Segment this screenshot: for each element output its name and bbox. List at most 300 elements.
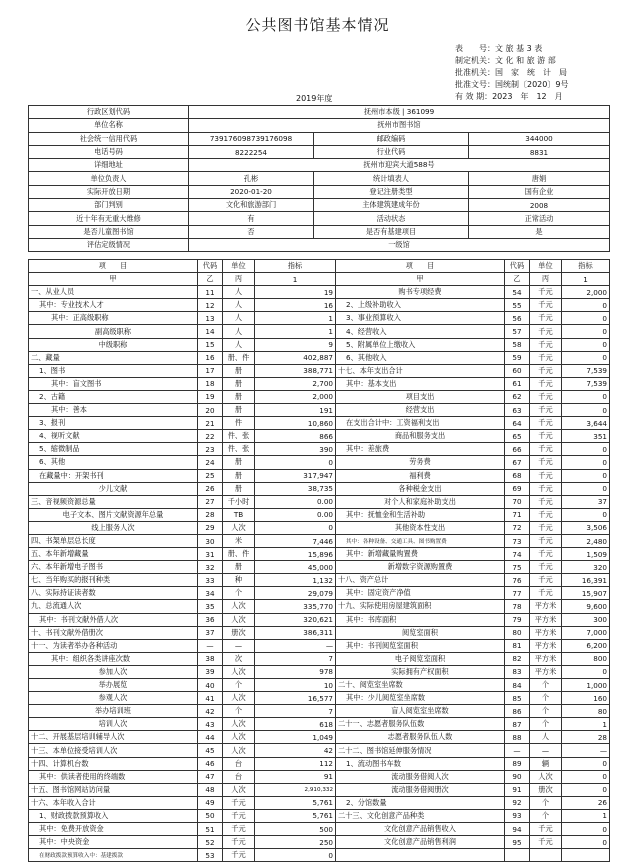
item-value: 320,621 [255, 613, 336, 626]
item-value: 386,311 [255, 626, 336, 639]
item-value: 2,910,332 [255, 783, 336, 796]
item-code: 65 [505, 430, 530, 443]
item-unit: 千元 [530, 325, 562, 338]
item-value: 0 [562, 299, 610, 312]
item-unit [530, 849, 562, 862]
item-code: 34 [198, 587, 223, 600]
item-code: 42 [198, 705, 223, 718]
item-value: 9 [255, 338, 336, 351]
header-cell: 代码 [198, 260, 223, 273]
item-value: 10,860 [255, 417, 336, 430]
info-label: 电话号码 [29, 145, 189, 158]
info-row [29, 185, 610, 198]
item-code: 73 [505, 534, 530, 547]
item-value: 0 [562, 823, 610, 836]
item-value: 9,600 [562, 600, 610, 613]
info-label: 统计填表人 [314, 172, 469, 185]
header-cell: 1 [562, 273, 610, 286]
item-value: 0 [562, 325, 610, 338]
item-value: 0 [562, 757, 610, 770]
table-row [29, 574, 610, 587]
header-cell: 代码 [505, 260, 530, 273]
item-value: 317,947 [255, 469, 336, 482]
item-name: 九、总流通人次 [29, 600, 198, 613]
item-value: 37 [562, 495, 610, 508]
table-row [29, 456, 610, 469]
item-unit: 千元 [530, 338, 562, 351]
item-name: 二、藏量 [29, 351, 198, 364]
table-row [29, 744, 610, 757]
table-row [29, 377, 610, 390]
table-row [29, 823, 610, 836]
item-unit: 平方米 [530, 665, 562, 678]
header-cell: 丙 [530, 273, 562, 286]
item-name: 电子阅览室面积 [336, 652, 505, 665]
item-code: 68 [505, 469, 530, 482]
item-value: 0 [562, 783, 610, 796]
item-name: 文化创意产品销售收入 [336, 823, 505, 836]
info-row [29, 212, 610, 225]
item-unit: 千元 [530, 390, 562, 403]
item-code: 32 [198, 561, 223, 574]
item-unit: 米 [223, 534, 255, 547]
table-row [29, 731, 610, 744]
item-code: — [505, 744, 530, 757]
form-meta-4: 有 效 期：2023 年 12 月 [455, 92, 563, 101]
info-row [29, 159, 610, 172]
table-header-row [29, 273, 610, 286]
item-value: 0 [255, 849, 336, 862]
item-name: 5、缩微制品 [29, 443, 198, 456]
item-unit: 千元 [530, 312, 562, 325]
item-unit: 千元 [530, 548, 562, 561]
header-cell: 指标 [255, 260, 336, 273]
item-unit: 册 [223, 561, 255, 574]
item-code: 49 [198, 796, 223, 809]
item-name: 十四、计算机台数 [29, 757, 198, 770]
item-name: 十、书刊文献外借册次 [29, 626, 198, 639]
item-name: 二十一、志愿者服务队伍数 [336, 718, 505, 731]
info-value: 否 [189, 225, 314, 238]
item-name: 6、其他 [29, 456, 198, 469]
item-code: 25 [198, 469, 223, 482]
item-value: 2,700 [255, 377, 336, 390]
item-value: 45,000 [255, 561, 336, 574]
table-row [29, 508, 610, 521]
item-unit: 件、张 [223, 443, 255, 456]
item-name: 1、财政拨款预算收入 [29, 809, 198, 822]
item-value: 1,000 [562, 679, 610, 692]
item-code: 30 [198, 534, 223, 547]
item-name: 阅览室面积 [336, 626, 505, 639]
item-unit: 人 [223, 312, 255, 325]
item-name: 二十二、图书馆延伸服务情况 [336, 744, 505, 757]
item-value: 7,539 [562, 377, 610, 390]
item-unit: 册 [223, 364, 255, 377]
item-value: 7,000 [562, 626, 610, 639]
info-value: 有 [189, 212, 314, 225]
item-value: 300 [562, 613, 610, 626]
item-unit: 人 [223, 338, 255, 351]
item-code: 20 [198, 404, 223, 417]
item-value: 7 [255, 652, 336, 665]
info-label: 实际开放日期 [29, 185, 189, 198]
item-value: 3,506 [562, 521, 610, 534]
item-code: 43 [198, 718, 223, 731]
item-value: 19 [255, 286, 336, 299]
table-row [29, 849, 610, 862]
item-unit: 个 [223, 679, 255, 692]
table-row [29, 587, 610, 600]
item-unit: 个 [223, 705, 255, 718]
table-row [29, 430, 610, 443]
item-name: 1、图书 [29, 364, 198, 377]
item-unit: 平方米 [530, 652, 562, 665]
item-name: 一、从业人员 [29, 286, 198, 299]
item-code: 82 [505, 652, 530, 665]
item-unit: 人次 [223, 731, 255, 744]
item-unit: 千元 [530, 351, 562, 364]
info-value: 8831 [469, 145, 610, 158]
item-name: 中级职称 [29, 338, 198, 351]
item-value: 112 [255, 757, 336, 770]
item-code: 41 [198, 692, 223, 705]
item-unit: 千元 [530, 495, 562, 508]
item-name: 其中：中央资金 [29, 836, 198, 849]
item-name: 其中：少儿阅览室坐席数 [336, 692, 505, 705]
item-value: 7,446 [255, 534, 336, 547]
item-code: 69 [505, 482, 530, 495]
item-value: 0 [562, 770, 610, 783]
info-label: 行业代码 [314, 145, 469, 158]
item-code: 21 [198, 417, 223, 430]
table-row [29, 796, 610, 809]
item-name: 其中：基本支出 [336, 377, 505, 390]
item-unit: 册 [223, 377, 255, 390]
item-value: 0 [562, 456, 610, 469]
item-code: 51 [198, 823, 223, 836]
table-row [29, 390, 610, 403]
item-code: 47 [198, 770, 223, 783]
item-name: 其中：组织各类讲座次数 [29, 652, 198, 665]
header-cell: 1 [255, 273, 336, 286]
item-code: 80 [505, 626, 530, 639]
item-code: 15 [198, 338, 223, 351]
item-unit: 千元 [223, 796, 255, 809]
item-unit: 台 [223, 770, 255, 783]
item-code: 57 [505, 325, 530, 338]
header-cell: 项 目 [29, 260, 198, 273]
item-code: 87 [505, 718, 530, 731]
info-row [29, 106, 610, 119]
item-value: 5,761 [255, 809, 336, 822]
item-unit: 千元 [530, 404, 562, 417]
item-value: 0 [562, 482, 610, 495]
item-name: 4、视听文献 [29, 430, 198, 443]
info-row [29, 238, 610, 251]
header-cell: 指标 [562, 260, 610, 273]
form-meta-2: 批准机关：国 家 统 计 局 [455, 68, 567, 77]
table-row [29, 679, 610, 692]
indicator-table [28, 259, 610, 862]
item-code: 37 [198, 626, 223, 639]
info-label: 单位名称 [29, 119, 189, 132]
item-code: 22 [198, 430, 223, 443]
item-name: 参观人次 [29, 692, 198, 705]
item-unit: 册、件 [223, 548, 255, 561]
item-name: 电子文本、图片文献资源年总量 [29, 508, 198, 521]
item-name: 举办培训班 [29, 705, 198, 718]
item-unit: 人次 [223, 600, 255, 613]
item-unit: 个 [530, 796, 562, 809]
item-code: 70 [505, 495, 530, 508]
item-code: 64 [505, 417, 530, 430]
item-value: 3,644 [562, 417, 610, 430]
item-code: 59 [505, 351, 530, 364]
item-code: 76 [505, 574, 530, 587]
item-code: 52 [198, 836, 223, 849]
item-value: 0 [562, 443, 610, 456]
item-value: 0 [562, 312, 610, 325]
item-value: 15,896 [255, 548, 336, 561]
item-unit: 人次 [223, 692, 255, 705]
item-name: 其中：盲文图书 [29, 377, 198, 390]
item-code: 62 [505, 390, 530, 403]
item-code: 71 [505, 508, 530, 521]
item-name: 二十三、文化创意产品种类 [336, 809, 505, 822]
item-name: 2、分馆数量 [336, 796, 505, 809]
item-value: — [562, 744, 610, 757]
item-unit: 件 [223, 417, 255, 430]
header-cell: 乙 [198, 273, 223, 286]
item-unit: 册 [223, 390, 255, 403]
item-code: 61 [505, 377, 530, 390]
item-code: 45 [198, 744, 223, 757]
item-name: 其中：免费开放资金 [29, 823, 198, 836]
item-value: 0 [255, 456, 336, 469]
table-header-row [29, 260, 610, 273]
item-name: 五、本年新增藏量 [29, 548, 198, 561]
item-code: 72 [505, 521, 530, 534]
item-name: 4、经营收入 [336, 325, 505, 338]
info-value: 是 [469, 225, 610, 238]
item-name: 新增数字资源购置费 [336, 561, 505, 574]
item-unit: 册 [223, 482, 255, 495]
info-label: 邮政编码 [314, 132, 469, 145]
item-unit: 千元 [530, 587, 562, 600]
item-name: 其中：新增藏量购置费 [336, 548, 505, 561]
info-row [29, 132, 610, 145]
info-value: 739176098739176098 [189, 132, 314, 145]
item-code: 63 [505, 404, 530, 417]
header-cell: 项 目 [336, 260, 505, 273]
table-row [29, 286, 610, 299]
item-code: 28 [198, 508, 223, 521]
item-code: 31 [198, 548, 223, 561]
header-cell: 乙 [505, 273, 530, 286]
item-name: 副高级职称 [29, 325, 198, 338]
info-row [29, 145, 610, 158]
item-code: 94 [505, 823, 530, 836]
item-value: 160 [562, 692, 610, 705]
table-row [29, 364, 610, 377]
item-code: 90 [505, 770, 530, 783]
item-code: 13 [198, 312, 223, 325]
item-name: 十九、实际使用房屋建筑面积 [336, 600, 505, 613]
info-label: 是否有基建项目 [314, 225, 469, 238]
item-value: 1,049 [255, 731, 336, 744]
item-unit: 辆 [530, 757, 562, 770]
item-name: 二十、阅览室坐席数 [336, 679, 505, 692]
item-name: 其中：书刊文献外借人次 [29, 613, 198, 626]
item-value: 1 [255, 312, 336, 325]
item-unit: 千元 [223, 823, 255, 836]
item-unit: 千元 [530, 508, 562, 521]
item-unit: 个 [530, 679, 562, 692]
item-value: 0 [562, 351, 610, 364]
item-name: 劳务费 [336, 456, 505, 469]
item-code: 89 [505, 757, 530, 770]
item-name: 在支出合计中：工资福利支出 [336, 417, 505, 430]
item-name: 线上服务人次 [29, 521, 198, 534]
item-code: 27 [198, 495, 223, 508]
item-code [505, 849, 530, 862]
item-name: 商品和服务支出 [336, 430, 505, 443]
item-unit: 千元 [530, 836, 562, 849]
item-code: 91 [505, 783, 530, 796]
item-name: 三、音视频资源总量 [29, 495, 198, 508]
item-name: 各种税金支出 [336, 482, 505, 495]
info-label: 部门判别 [29, 199, 189, 212]
info-value: 孔彬 [189, 172, 314, 185]
item-unit: 平方米 [530, 613, 562, 626]
item-value: 16 [255, 299, 336, 312]
item-unit: TB [223, 508, 255, 521]
item-code: 67 [505, 456, 530, 469]
item-value: 800 [562, 652, 610, 665]
item-unit: — [530, 744, 562, 757]
item-name: 十八、资产总计 [336, 574, 505, 587]
item-unit: 台 [223, 757, 255, 770]
item-value: 0 [255, 521, 336, 534]
item-code: 75 [505, 561, 530, 574]
table-row [29, 338, 610, 351]
item-unit: 人 [223, 299, 255, 312]
item-unit: 册 [223, 456, 255, 469]
form-meta-0: 表 号：文 旅 基 3 表 [455, 44, 543, 53]
form-title: 公共图书馆基本情况 [245, 16, 390, 34]
item-unit: 千元 [530, 377, 562, 390]
header-cell: 单位 [530, 260, 562, 273]
item-code: 48 [198, 783, 223, 796]
item-unit: 平方米 [530, 639, 562, 652]
table-row [29, 312, 610, 325]
item-value: 0 [562, 390, 610, 403]
table-row [29, 770, 610, 783]
item-code: 58 [505, 338, 530, 351]
item-code: 86 [505, 705, 530, 718]
item-name: 其中：差旅费 [336, 443, 505, 456]
table-row [29, 692, 610, 705]
item-code: 46 [198, 757, 223, 770]
item-value: 335,770 [255, 600, 336, 613]
table-row [29, 417, 610, 430]
info-label: 是否儿童图书馆 [29, 225, 189, 238]
info-label: 评估定级情况 [29, 238, 189, 251]
item-code: 54 [505, 286, 530, 299]
info-value: 国有企业 [469, 185, 610, 198]
table-row [29, 469, 610, 482]
item-unit: 个 [223, 587, 255, 600]
item-name: 十三、本单位接受培训人次 [29, 744, 198, 757]
info-value: 2020-01-20 [189, 185, 314, 198]
header-cell: 丙 [223, 273, 255, 286]
info-row [29, 225, 610, 238]
item-value: 80 [562, 705, 610, 718]
item-value: 15,907 [562, 587, 610, 600]
item-name: 流动服务借阅册次 [336, 783, 505, 796]
item-value: 7 [255, 705, 336, 718]
item-code: 84 [505, 679, 530, 692]
table-row [29, 783, 610, 796]
item-code: 88 [505, 731, 530, 744]
item-name: 其中：供读者使用的终端数 [29, 770, 198, 783]
item-value: 500 [255, 823, 336, 836]
table-row [29, 665, 610, 678]
item-code: 39 [198, 665, 223, 678]
item-value: 5,761 [255, 796, 336, 809]
info-value: 2008 [469, 199, 610, 212]
item-name: 参加人次 [29, 665, 198, 678]
item-value: 402,887 [255, 351, 336, 364]
item-unit: 人次 [223, 521, 255, 534]
info-value: 唐娟 [469, 172, 610, 185]
table-row [29, 299, 610, 312]
form-meta-3: 批准文号：国统制〔2020〕9号 [455, 80, 569, 89]
item-unit: 次 [223, 652, 255, 665]
item-name: 其中：书刊阅览室面积 [336, 639, 505, 652]
item-value: 1 [562, 718, 610, 731]
item-value: 1,509 [562, 548, 610, 561]
item-unit: 千元 [530, 364, 562, 377]
table-row [29, 351, 610, 364]
item-code: 23 [198, 443, 223, 456]
item-code: 36 [198, 613, 223, 626]
item-unit: 册、件 [223, 351, 255, 364]
item-code: — [198, 639, 223, 652]
item-name: 3、事业预算收入 [336, 312, 505, 325]
item-name: 志愿者服务队伍人数 [336, 731, 505, 744]
item-code: 95 [505, 836, 530, 849]
header-cell: 甲 [29, 273, 198, 286]
item-code: 74 [505, 548, 530, 561]
item-unit: — [223, 639, 255, 652]
item-code: 66 [505, 443, 530, 456]
item-code: 19 [198, 390, 223, 403]
item-value: 0.00 [255, 495, 336, 508]
item-code: 16 [198, 351, 223, 364]
item-unit: 平方米 [530, 626, 562, 639]
item-name: 1、流动图书车数 [336, 757, 505, 770]
info-value: 文化和旅游部门 [189, 199, 314, 212]
item-name: 其中：固定资产净值 [336, 587, 505, 600]
item-unit: 种 [223, 574, 255, 587]
item-unit: 千元 [530, 299, 562, 312]
info-value: 正常活动 [469, 212, 610, 225]
item-name: 其中：书库面积 [336, 613, 505, 626]
item-name: 十六、本年收入合计 [29, 796, 198, 809]
item-unit: 个 [530, 718, 562, 731]
